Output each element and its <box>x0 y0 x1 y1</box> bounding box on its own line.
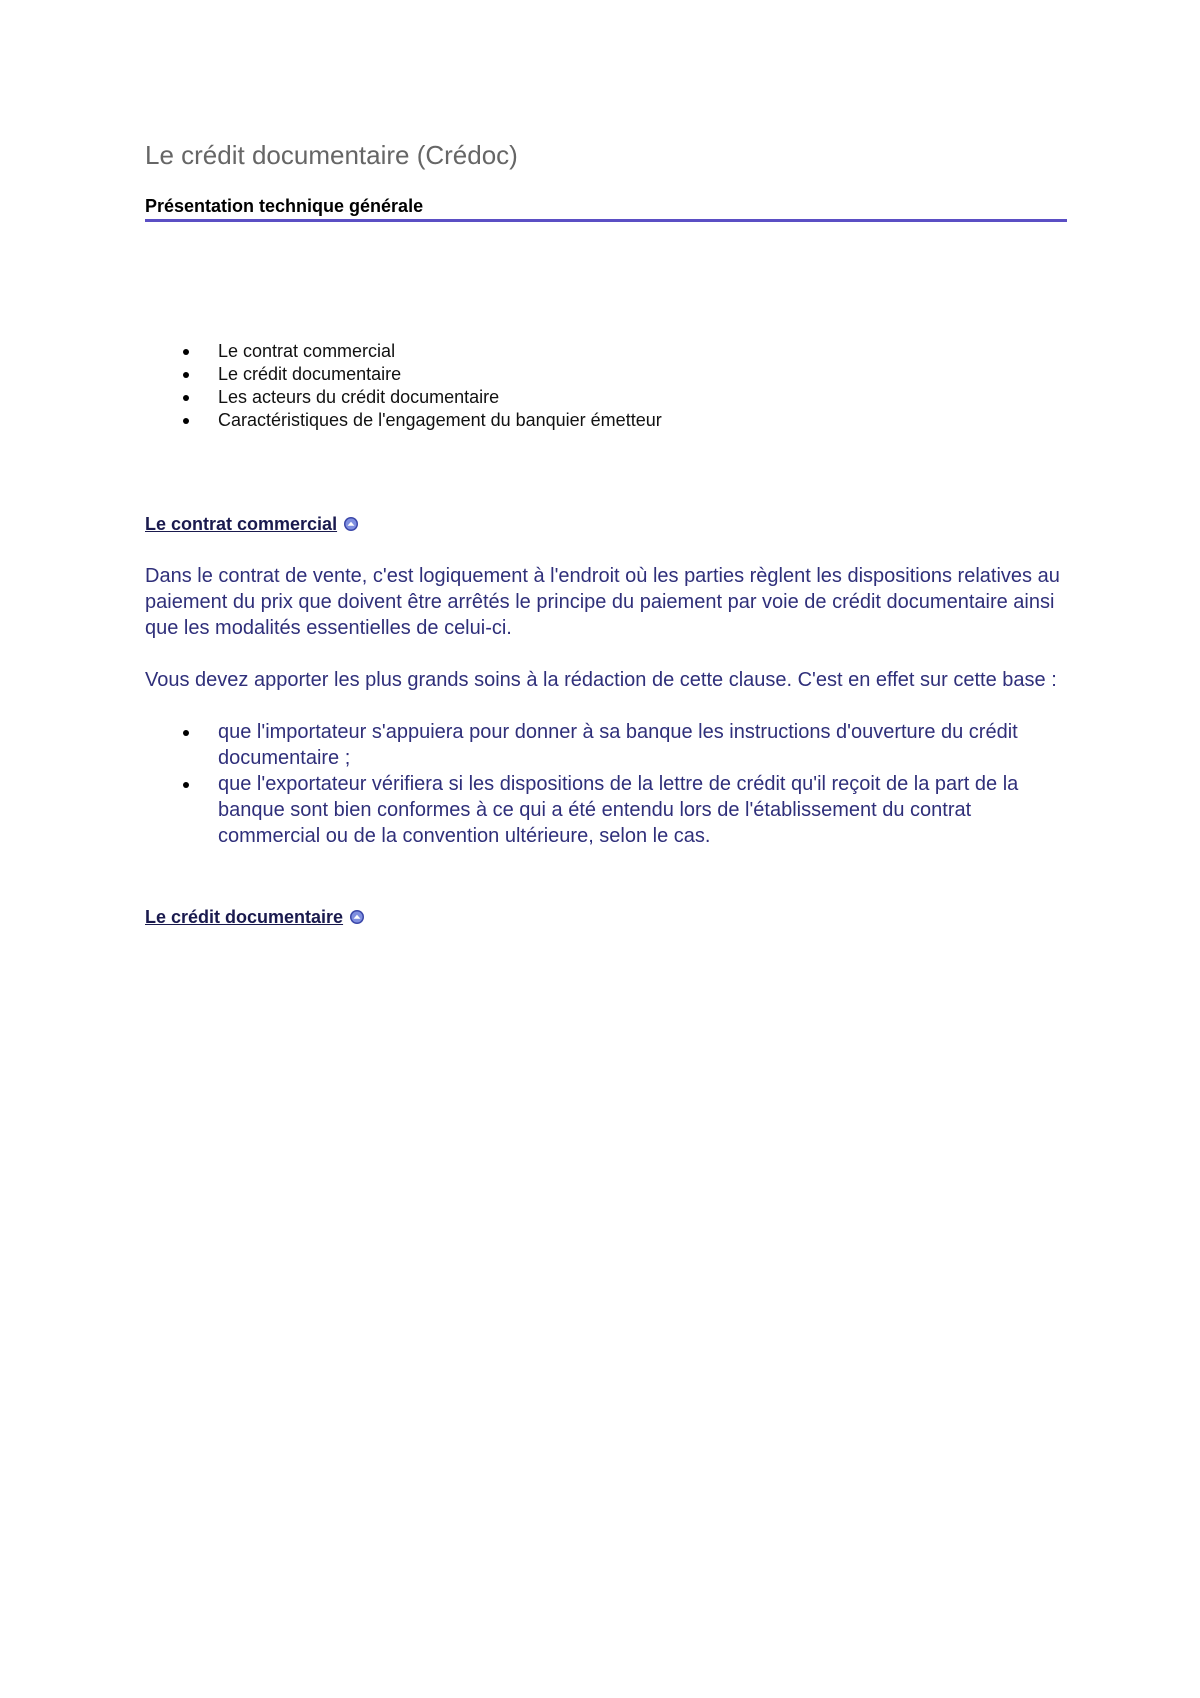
table-of-contents <box>145 340 1067 432</box>
bullet-icon <box>183 418 189 424</box>
toc-item-label: Caractéristiques de l'engagement du banquier émetteur <box>218 409 662 430</box>
document-title: Le crédit documentaire (Crédoc) <box>145 140 518 170</box>
arrow-up-circle-icon[interactable] <box>343 516 359 532</box>
toc-item[interactable] <box>145 340 1067 363</box>
section-heading-label: Le contrat commercial <box>145 513 338 534</box>
bullet-list <box>145 719 1067 849</box>
list-item-text: que l'importateur s'appuiera pour donner à sa banque les instructions d'ouverture du crédit documentaire ; <box>218 720 1018 769</box>
section-heading-link[interactable] <box>145 514 359 535</box>
bullet-icon <box>183 730 189 736</box>
section-heading-label: Le crédit documentaire <box>145 906 344 927</box>
toc-item-label: Les acteurs du crédit documentaire <box>218 386 500 407</box>
list-item <box>145 719 1067 771</box>
toc-item[interactable] <box>145 386 1067 409</box>
bullet-icon <box>183 395 189 401</box>
section-credit-documentaire <box>145 907 1067 928</box>
document-subtitle: Présentation technique générale <box>145 196 1067 222</box>
paragraph: Vous devez apporter les plus grands soins à la rédaction de cette clause. C'est en effet sur cette base : <box>145 668 1057 691</box>
toc-item-label: Le contrat commercial <box>218 340 396 361</box>
document-page <box>145 140 1067 928</box>
list-item <box>145 771 1067 849</box>
toc-item[interactable] <box>145 409 1067 432</box>
bullet-icon <box>183 349 189 355</box>
bullet-icon <box>183 372 189 378</box>
section-heading-link[interactable] <box>145 907 365 928</box>
toc-item-label: Le crédit documentaire <box>218 363 402 384</box>
paragraph: Dans le contrat de vente, c'est logiquement à l'endroit où les parties règlent les dispositions relatives au paiement du prix que doivent être arrêtés le principe du paiement par voie de crédit documentaire ainsi que les modalités essentielles de celui-ci. <box>145 564 1060 639</box>
arrow-up-circle-icon[interactable] <box>349 909 365 925</box>
section-contrat-commercial <box>145 514 1067 849</box>
list-item-text: que l'exportateur vérifiera si les dispositions de la lettre de crédit qu'il reçoit de la part de la banque sont bien conformes à ce qui a été entendu lors de l'établissement du contrat commercial ou de la convention ultérieure, selon le cas. <box>218 772 1019 847</box>
bullet-icon <box>183 782 189 788</box>
toc-item[interactable] <box>145 363 1067 386</box>
